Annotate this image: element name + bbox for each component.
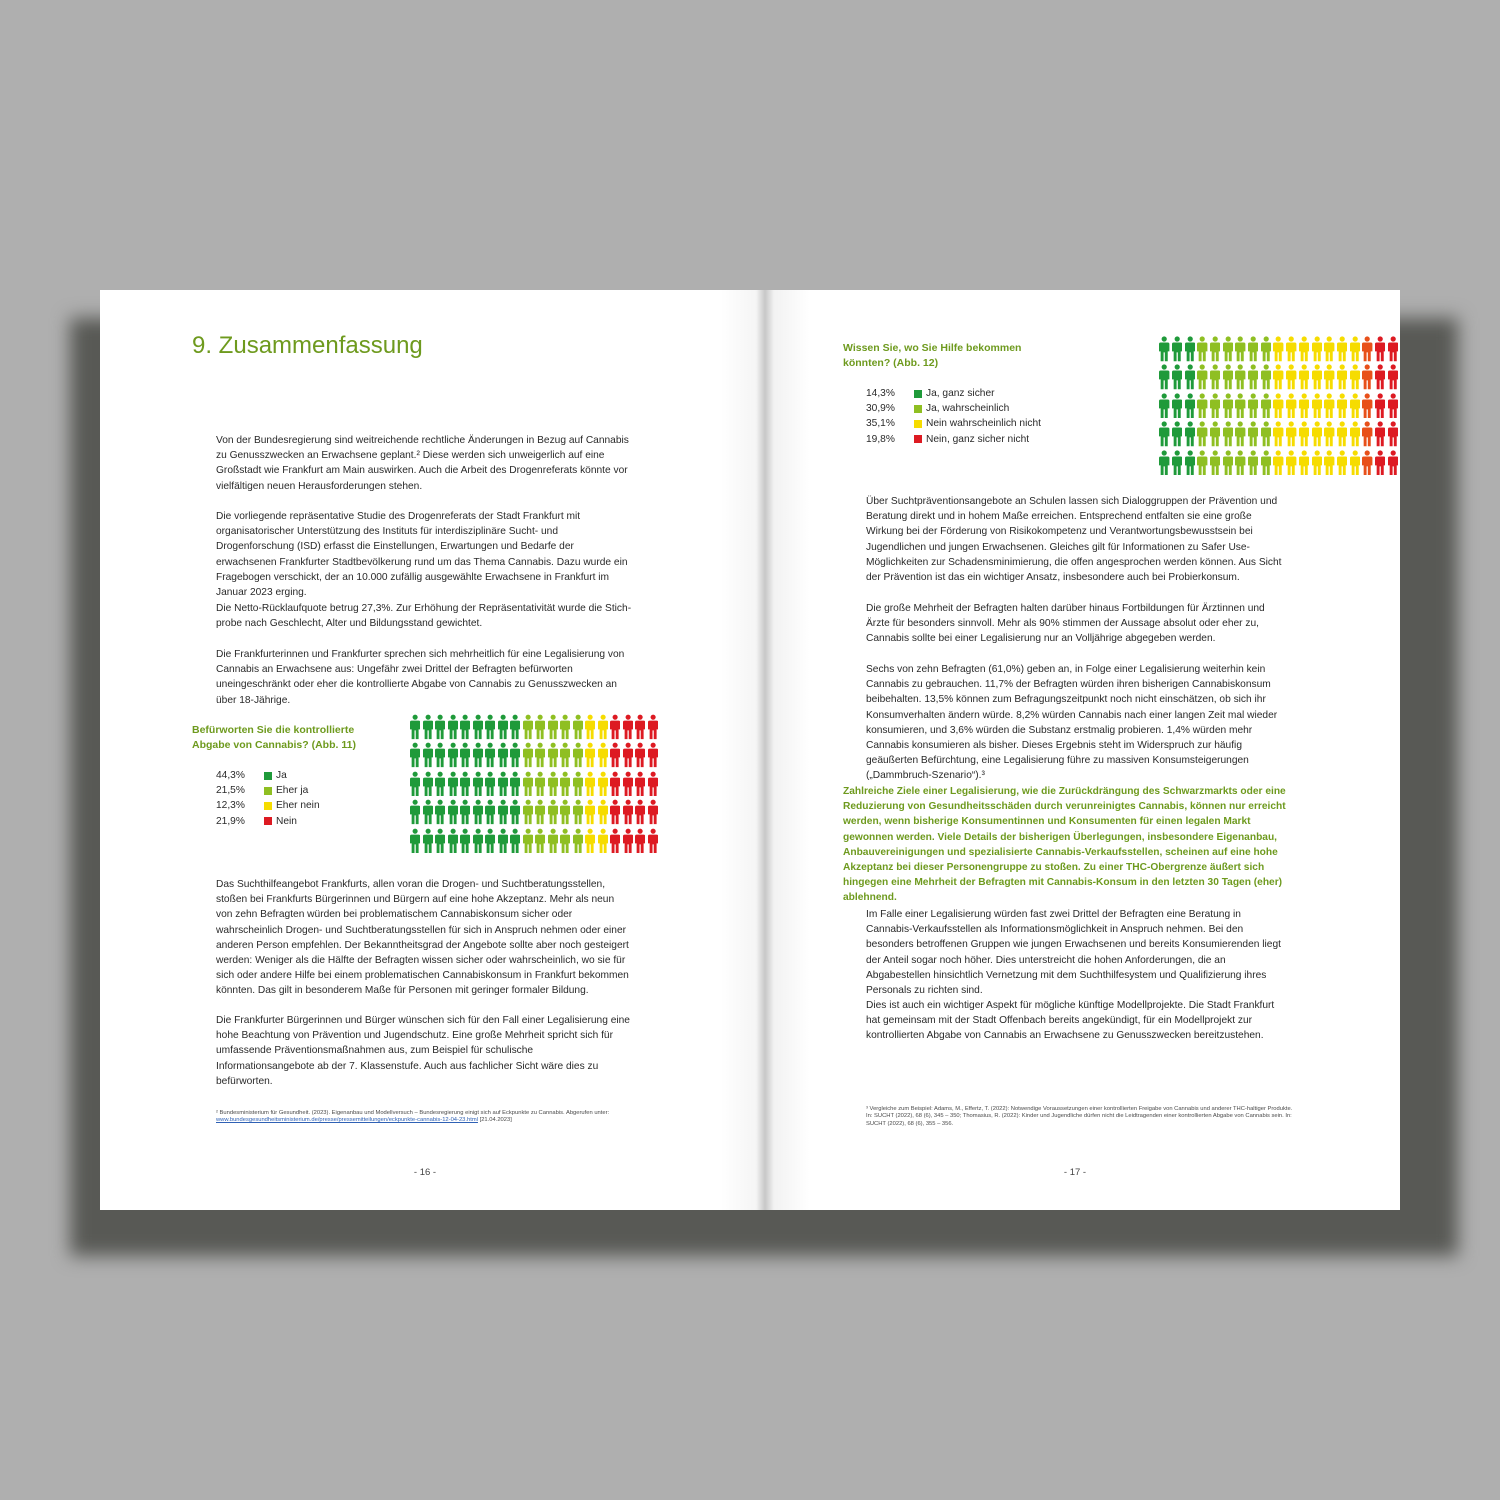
person-icon	[1350, 336, 1360, 362]
person-icon	[1337, 364, 1347, 390]
person-icon	[498, 742, 508, 768]
person-icon	[485, 742, 495, 768]
legend-label: Ja	[276, 770, 287, 782]
person-icon	[1375, 336, 1385, 362]
person-icon	[435, 771, 445, 797]
person-icon	[535, 714, 545, 740]
person-icon	[423, 742, 433, 768]
person-icon	[635, 799, 645, 825]
person-icon	[460, 828, 470, 854]
person-icon	[410, 828, 420, 854]
person-icon	[1159, 450, 1169, 476]
person-icon	[535, 799, 545, 825]
person-icon	[648, 799, 658, 825]
person-icon	[1210, 364, 1220, 390]
person-icon	[1388, 421, 1398, 447]
person-icon	[1362, 393, 1372, 419]
person-icon	[1286, 393, 1296, 419]
person-icon	[548, 799, 558, 825]
book-spread	[100, 290, 1400, 1210]
footnote-link[interactable]: www.bundesgesundheitsministerium.de/presse/pressemitteilungen/eckpunkte-cannabis-12-04-23.html	[216, 1117, 478, 1124]
person-icon	[1197, 421, 1207, 447]
right-paragraph-5: Im Falle einer Legalisierung würden fast zwei Drittel der Befragten eine Beratung in Cannabis-Verkaufsstellen als Informationsmöglichkeit in Anspruch nehmen. Bei den besonders betroffenen Gruppen wie jungen Erwachsenen und bereits Konsumierenden liegt der Anteil sogar noch höher. Dies unterstreicht die hohen Anforderungen, die an Abgabestellen hinsichtlich Vernetzung mit dem Suchthilfesystem und Qualifizierung ihres Personals zu richten sind.	[866, 909, 1281, 997]
person-icon	[573, 799, 583, 825]
legend-label: Nein wahrscheinlich nicht	[926, 418, 1041, 430]
person-icon	[1235, 393, 1245, 419]
person-icon	[523, 771, 533, 797]
person-icon	[1388, 450, 1398, 476]
page-number: - 16 -	[413, 1167, 437, 1178]
legend-label: Eher ja	[276, 785, 309, 797]
person-icon	[1223, 364, 1233, 390]
person-icon	[610, 799, 620, 825]
chart-title-abb12: Wissen Sie, wo Sie Hilfe bekommen könnten? (Abb. 12)	[843, 342, 1022, 369]
person-icon	[1299, 336, 1309, 362]
legend-abb11	[216, 768, 320, 829]
person-icon	[1312, 450, 1322, 476]
person-icon	[1261, 393, 1271, 419]
legend-swatch	[264, 772, 272, 780]
person-icon	[485, 799, 495, 825]
person-icon	[598, 771, 608, 797]
person-icon	[435, 799, 445, 825]
person-icon	[1273, 393, 1283, 419]
person-icon	[535, 771, 545, 797]
person-icon	[1248, 336, 1258, 362]
person-icon	[410, 771, 420, 797]
person-icon	[1286, 421, 1296, 447]
right-highlight-paragraph: Zahlreiche Ziele einer Legalisierung, wie die Zurückdrängung des Schwarzmarkts oder eine Reduzierung von Gesundheitsschäden durch verunreinigtes Cannabis, können nur erreicht werden, wenn bisherige Konsumentinnen und Konsumenten für einen legalen Markt gewonnen werden. Viele Details der bisherigen Überlegungen, insbesondere Eigenanbau, Anbauvereinigungen und spezialisierte Cannabis-Verkaufsstellen, scheinen auf eine hohe Akzeptanz bei dieser Personengruppe zu stoßen. Zu einer THC-Obergrenze äußert sich hingegen eine Mehrheit der Befragten mit Cannabis-Konsum in den letzten 30 Tagen (eher) ablehnend.	[843, 786, 1286, 904]
legend-percent: 21,9%	[216, 815, 245, 827]
person-icon	[410, 799, 420, 825]
legend-percent: 30,9%	[866, 403, 895, 415]
person-icon	[1235, 336, 1245, 362]
person-icon	[1299, 421, 1309, 447]
person-icon	[473, 714, 483, 740]
person-icon	[585, 714, 595, 740]
person-icon	[573, 742, 583, 768]
person-icon	[1261, 421, 1271, 447]
person-icon	[548, 771, 558, 797]
person-icon	[1159, 393, 1169, 419]
right-paragraph-2: Die große Mehrheit der Befragten halten darüber hinaus Fortbildungen für Ärztinnen und Ärzte für besonders sinnvoll. Mehr als 90% stimmen der Aussage absolut oder eher zu, Cannabis sollte bei einer Legalisierung nur an Volljährige abgegeben werden.	[866, 603, 1265, 645]
person-icon	[1362, 450, 1372, 476]
legend-percent: 35,1%	[866, 418, 895, 430]
legend-item	[866, 386, 1041, 401]
legend-swatch	[264, 817, 272, 825]
legend-swatch	[264, 802, 272, 810]
book-gutter-shadow	[720, 290, 810, 1210]
legend-swatch	[914, 435, 922, 443]
person-icon	[473, 828, 483, 854]
person-icon	[1197, 364, 1207, 390]
footnote-3: ³ Vergleiche zum Beispiel: Adams, M., Effertz, T. (2022): Notwendige Voraussetzungen einer kontrollierten Freigabe von Cannabis und anderer THC-haltiger Produkte. In: SUCHT (2022), 68 (6), 345 – 350; Thomasius, R. (2022): Kinder und Jugendliche dürfen nicht die Leidtragenden einer kontrollierten Abgabe von Cannabis sein. In: SUCHT (2022), 68 (6), 355 – 356.	[866, 1106, 1293, 1127]
person-icon	[460, 714, 470, 740]
person-icon	[1261, 364, 1271, 390]
person-icon	[1324, 421, 1334, 447]
person-icon	[1185, 393, 1195, 419]
person-icon	[573, 828, 583, 854]
person-icon	[623, 742, 633, 768]
person-icon	[1197, 393, 1207, 419]
person-icon	[1299, 364, 1309, 390]
person-grid-abb11	[409, 714, 659, 856]
person-icon	[410, 714, 420, 740]
person-icon	[485, 828, 495, 854]
legend-item	[216, 798, 320, 813]
person-icon	[460, 742, 470, 768]
right-paragraph-6: Dies ist auch ein wichtiger Aspekt für mögliche künftige Modellprojekte. Die Stadt Frankfurt hat gemeinsam mit der Stadt Offenbach bereits angekündigt, für ein Modellprojekt zur kontrollierten Abgabe von Cannabis an Erwachsene zu Genusszwecken bereitzustehen.	[866, 1000, 1275, 1042]
person-icon	[510, 714, 520, 740]
person-grid-abb12	[1158, 336, 1400, 478]
person-icon	[498, 799, 508, 825]
person-icon	[1210, 450, 1220, 476]
left-paragraph-4: Die Frankfurterinnen und Frankfurter sprechen sich mehrheitlich für eine Legalisierung von Cannabis an Erwachsene aus: Ungefähr zwei Drittel der Befragten befürworten uneingeschränkt oder eher die kontrollierte Abgabe von Cannabis zu Genusszwecken an über 18-Jährige.	[216, 649, 625, 706]
legend-swatch	[914, 405, 922, 413]
person-icon	[1312, 336, 1322, 362]
person-icon	[648, 828, 658, 854]
legend-label: Nein	[276, 815, 297, 827]
person-icon	[560, 742, 570, 768]
legend-abb12	[866, 386, 1041, 447]
person-icon	[623, 799, 633, 825]
person-icon	[1172, 364, 1182, 390]
legend-swatch	[264, 787, 272, 795]
person-icon	[498, 714, 508, 740]
person-icon	[1388, 393, 1398, 419]
person-icon	[560, 828, 570, 854]
person-icon	[585, 771, 595, 797]
person-icon	[1223, 336, 1233, 362]
person-icon	[1362, 336, 1372, 362]
person-icon	[585, 742, 595, 768]
person-icon	[1350, 364, 1360, 390]
footnote-2	[216, 1110, 646, 1125]
person-icon	[610, 742, 620, 768]
legend-label: Nein, ganz sicher nicht	[926, 433, 1030, 445]
person-icon	[1375, 421, 1385, 447]
left-paragraph-3: Die Netto-Rücklaufquote betrug 27,3%. Zur Erhöhung der Repräsentativität wurde die Stichprobe nach Geschlecht, Alter und Bildungsstand gewichtet.	[216, 603, 632, 630]
legend-swatch	[914, 420, 922, 428]
person-icon	[1273, 336, 1283, 362]
person-icon	[510, 742, 520, 768]
person-icon	[598, 828, 608, 854]
person-icon	[573, 714, 583, 740]
person-icon	[1362, 421, 1372, 447]
person-icon	[1261, 450, 1271, 476]
person-icon	[485, 714, 495, 740]
person-icon	[448, 771, 458, 797]
legend-item	[216, 783, 320, 798]
person-icon	[610, 714, 620, 740]
person-icon	[448, 799, 458, 825]
person-icon	[498, 828, 508, 854]
legend-percent: 14,3%	[866, 388, 895, 400]
person-icon	[1299, 450, 1309, 476]
person-icon	[473, 771, 483, 797]
person-icon	[585, 799, 595, 825]
person-icon	[1337, 393, 1347, 419]
person-icon	[1159, 336, 1169, 362]
person-icon	[1172, 450, 1182, 476]
person-icon	[423, 799, 433, 825]
person-icon	[1324, 393, 1334, 419]
person-icon	[410, 742, 420, 768]
person-icon	[1337, 421, 1347, 447]
right-page	[750, 290, 1400, 1210]
person-icon	[623, 771, 633, 797]
person-icon	[1210, 393, 1220, 419]
person-icon	[448, 742, 458, 768]
chart-title-abb11: Befürworten Sie die kontrollierte Abgabe von Cannabis? (Abb. 11)	[192, 724, 356, 751]
person-icon	[473, 742, 483, 768]
person-icon	[1337, 450, 1347, 476]
person-icon	[1324, 336, 1334, 362]
person-icon	[1388, 364, 1398, 390]
person-icon	[435, 714, 445, 740]
legend-swatch	[914, 390, 922, 398]
person-icon	[1248, 364, 1258, 390]
person-icon	[648, 714, 658, 740]
legend-label: Ja, ganz sicher	[926, 388, 995, 400]
person-icon	[1185, 421, 1195, 447]
left-paragraph-6: Die Frankfurter Bürgerinnen und Bürger wünschen sich für den Fall einer Legalisierung eine hohe Beachtung von Prävention und Jugendschutz. Eine große Mehrheit spricht sich für umfassende Präventionsmaßnahmen aus, zum Beispiel für schulische Informationsangebote ab der 7. Klassenstufe. Auch aus fachlicher Sicht wäre dies zu befürworten.	[216, 1015, 630, 1087]
person-icon	[1172, 393, 1182, 419]
person-icon	[560, 714, 570, 740]
person-icon	[1235, 421, 1245, 447]
person-icon	[448, 828, 458, 854]
person-icon	[1197, 450, 1207, 476]
legend-item	[866, 416, 1041, 431]
person-icon	[523, 828, 533, 854]
right-paragraph-3: Sechs von zehn Befragten (61,0%) geben an, in Folge einer Legalisierung weiterhin kein Cannabis zu gebrauchen. 11,7% der Befragten würden ihren bisherigen Cannabiskonsum beibehalten. 13,5% können zum Befragungszeitpunkt noch nicht einschätzen, ob sich ihr Konsumverhalten ändern würde. 8,2% würden Cannabis nach einer langen Zeit mal wieder konsumieren, und 3,6% würden die Substanz erstmalig probieren. 1,4% würden mehr Cannabis konsumieren als bisher. Dieses Ergebnis steht im Widerspruch zur häufig geäußerten Befürchtung, eine Legalisierung führe zu massiven Konsumsteigerungen („Dammbruch-Szenario“).³	[866, 664, 1278, 782]
person-icon	[523, 742, 533, 768]
person-icon	[448, 714, 458, 740]
person-icon	[1286, 336, 1296, 362]
person-icon	[1312, 421, 1322, 447]
person-icon	[1223, 393, 1233, 419]
left-page	[100, 290, 750, 1210]
person-icon	[435, 828, 445, 854]
legend-item	[216, 814, 320, 829]
page-title: 9. Zusammenfassung	[192, 332, 423, 359]
person-icon	[423, 828, 433, 854]
footnote-date: [21.04.2023]	[479, 1117, 512, 1124]
legend-label: Ja, wahrscheinlich	[926, 403, 1010, 415]
person-icon	[548, 828, 558, 854]
person-icon	[598, 714, 608, 740]
footnote-text: ² Bundesministerium für Gesundheit. (2023). Eigenanbau und Modellversuch – Bundesregierung einigt sich auf Eckpunkte zu Cannabis. Abgerufen unter:	[216, 1110, 610, 1116]
legend-percent: 19,8%	[866, 433, 895, 445]
legend-item	[866, 401, 1041, 416]
person-icon	[1312, 393, 1322, 419]
left-paragraph-5: Das Suchthilfeangebot Frankfurts, allen voran die Drogen- und Suchtberatungsstellen, stoßen bei Frankfurts Bürgerinnen und Bürgern auf eine hohe Akzeptanz. Mehr als neun von zehn Befragten würden bei problematischem Cannabiskonsum sicher oder wahrscheinlich Drogen- und Suchtberatungsstellen für sich in Anspruch nehmen oder einer anderen Person empfehlen. Der Bekanntheitsgrad der Angebote sollte aber noch gesteigert werden: Weniger als die Hälfte der Befragten wissen sicher oder wahrscheinlich, wo sie für sich oder andere Hilfe bei einem problematischen Cannabiskonsum in Frankfurt bekommen könnten. Das gilt in besonderem Maße für Personen mit geringer formaler Bildung.	[216, 879, 629, 997]
person-icon	[423, 771, 433, 797]
person-icon	[1324, 450, 1334, 476]
person-icon	[1210, 336, 1220, 362]
person-icon	[585, 828, 595, 854]
person-icon	[1350, 450, 1360, 476]
person-icon	[635, 771, 645, 797]
person-icon	[1185, 450, 1195, 476]
person-icon	[1210, 421, 1220, 447]
person-icon	[1261, 336, 1271, 362]
person-icon	[1248, 393, 1258, 419]
person-icon	[1223, 421, 1233, 447]
person-icon	[598, 742, 608, 768]
person-icon	[1286, 364, 1296, 390]
person-icon	[1159, 364, 1169, 390]
left-paragraph-2: Die vorliegende repräsentative Studie des Drogenreferats der Stadt Frankfurt mit organisatorischer Unterstützung des Instituts für interdisziplinäre Sucht- und Drogenforschung (ISD) erfasst die Einstellungen, Erwartungen und Bedarfe der erwachsenen Frankfurter Stadtbevölkerung rund um das Thema Cannabis. Dazu wurde ein Fragebogen verschickt, der an 10.000 zufällig ausgewählte Erwachsene in Frankfurt im Januar 2023 erging.	[216, 511, 628, 599]
person-icon	[1172, 421, 1182, 447]
person-icon	[510, 799, 520, 825]
person-icon	[598, 799, 608, 825]
person-icon	[1337, 336, 1347, 362]
person-icon	[1185, 364, 1195, 390]
person-icon	[1159, 421, 1169, 447]
person-icon	[1235, 364, 1245, 390]
person-icon	[460, 771, 470, 797]
person-icon	[623, 828, 633, 854]
person-icon	[1223, 450, 1233, 476]
person-icon	[523, 714, 533, 740]
person-icon	[573, 771, 583, 797]
legend-label: Eher nein	[276, 800, 320, 812]
person-icon	[635, 714, 645, 740]
person-icon	[535, 742, 545, 768]
person-icon	[635, 742, 645, 768]
person-icon	[548, 714, 558, 740]
legend-percent: 21,5%	[216, 785, 245, 797]
person-icon	[548, 742, 558, 768]
person-icon	[1273, 364, 1283, 390]
person-icon	[1312, 364, 1322, 390]
person-icon	[510, 828, 520, 854]
person-icon	[635, 828, 645, 854]
person-icon	[523, 799, 533, 825]
person-icon	[1248, 421, 1258, 447]
person-icon	[610, 828, 620, 854]
person-icon	[1273, 421, 1283, 447]
left-paragraph-1: Von der Bundesregierung sind weitreichende rechtliche Änderungen in Bezug auf Cannabis zu Genusszwecken an Erwachsene geplant.² Diese werden sich unweigerlich auf eine Großstadt wie Frankfurt am Main auswirken. Auch die Arbeit des Drogenreferats könnte vor vielfältigen neuen Herausforderungen stehen.	[216, 435, 629, 492]
person-icon	[435, 742, 445, 768]
person-icon	[623, 714, 633, 740]
person-icon	[473, 799, 483, 825]
person-icon	[535, 828, 545, 854]
person-icon	[560, 799, 570, 825]
person-icon	[1248, 450, 1258, 476]
person-icon	[1362, 364, 1372, 390]
person-icon	[1299, 393, 1309, 419]
person-icon	[1172, 336, 1182, 362]
person-icon	[423, 714, 433, 740]
legend-item	[216, 768, 320, 783]
person-icon	[1273, 450, 1283, 476]
person-icon	[460, 799, 470, 825]
person-icon	[1375, 393, 1385, 419]
person-icon	[485, 771, 495, 797]
person-icon	[1185, 336, 1195, 362]
person-icon	[1197, 336, 1207, 362]
right-paragraph-1: Über Suchtpräventionsangebote an Schulen lassen sich Dialoggruppen der Prävention und Beratung direkt und in hohem Maße erreichen. Entsprechend entfalten sie eine große Wirkung bei der Förderung von Risikokompetenz und Verantwortungsbewusstsein bei Jugendlichen und jungen Erwachsenen. Gleiches gilt für Informationen zu Safer Use-Möglichkeiten zur Schadensminimierung, die offen angesprochen werden können. Aus Sicht der Prävention ist das ein wichtiger Ansatz, insbesondere auch bei Probierkonsum.	[866, 496, 1282, 584]
person-icon	[510, 771, 520, 797]
legend-item	[866, 432, 1041, 447]
person-icon	[648, 771, 658, 797]
person-icon	[610, 771, 620, 797]
legend-percent: 44,3%	[216, 770, 245, 782]
person-icon	[1350, 393, 1360, 419]
legend-percent: 12,3%	[216, 800, 245, 812]
person-icon	[498, 771, 508, 797]
person-icon	[560, 771, 570, 797]
person-icon	[1286, 450, 1296, 476]
person-icon	[1350, 421, 1360, 447]
page-number: - 17 -	[1063, 1167, 1087, 1178]
person-icon	[1235, 450, 1245, 476]
person-icon	[1375, 364, 1385, 390]
person-icon	[1375, 450, 1385, 476]
person-icon	[648, 742, 658, 768]
person-icon	[1388, 336, 1398, 362]
person-icon	[1324, 364, 1334, 390]
